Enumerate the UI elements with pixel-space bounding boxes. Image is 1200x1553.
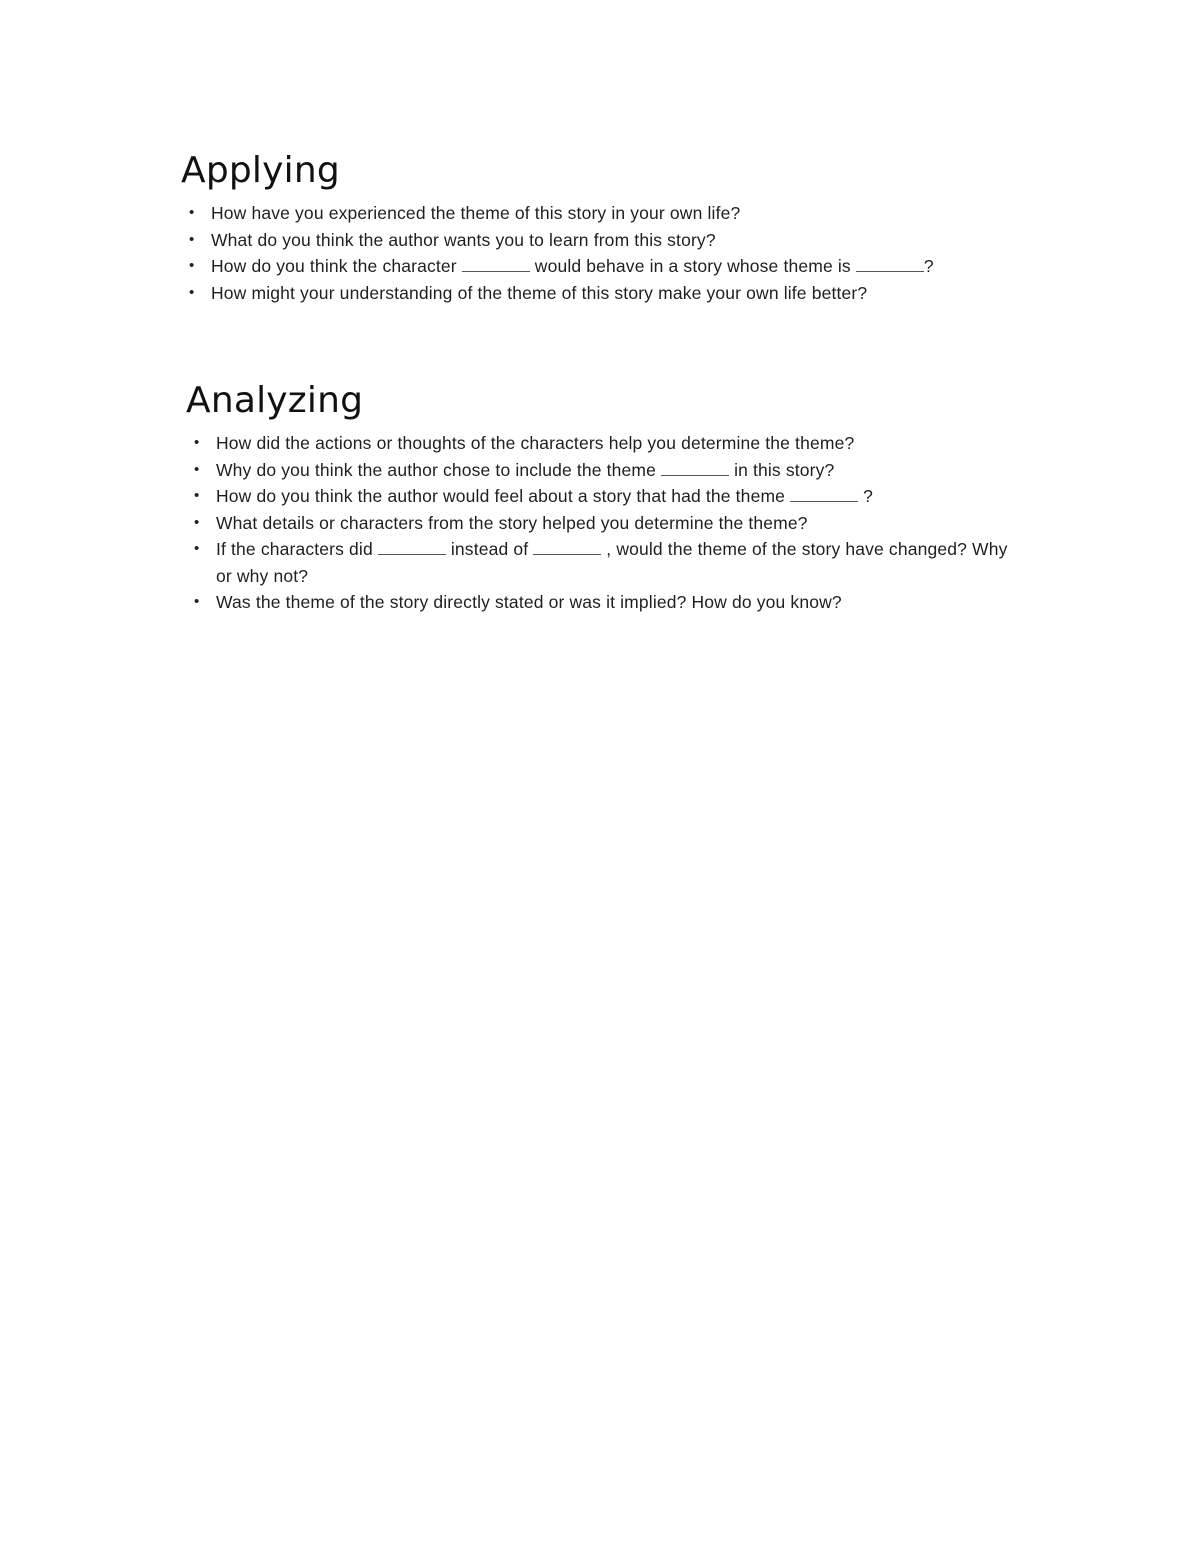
question-text: How do you think the author would feel about a story that had the theme — [216, 486, 786, 506]
question-text: How do you think the character — [211, 256, 457, 276]
list-item — [189, 280, 1021, 307]
bullet-icon: • — [194, 593, 200, 610]
question-text: ? — [863, 486, 873, 506]
question-text: instead of — [450, 539, 529, 559]
question-text: ? — [923, 256, 934, 276]
question-text: would behave in a story whose theme is — [534, 256, 851, 276]
blank-line — [378, 538, 446, 555]
question-text: , would the theme of the story have changed? Why or why not? — [216, 539, 1008, 586]
question-text: Was the theme of the story directly stated or was it implied? How do you know? — [216, 592, 842, 612]
bullet-icon: • — [194, 487, 200, 504]
bullet-icon: • — [189, 283, 195, 301]
question-text: What do you think the author wants you to learn from this story? — [211, 229, 716, 250]
section-heading: Analyzing — [186, 380, 364, 421]
list-item — [194, 536, 1026, 589]
blank-line — [462, 255, 530, 272]
list-item — [194, 510, 1026, 537]
bullet-icon: • — [194, 513, 200, 531]
list-item — [194, 430, 1026, 457]
question-text: Why do you think the author chose to include the theme — [216, 459, 657, 480]
blank-line — [790, 485, 858, 502]
section-applying — [181, 148, 1021, 306]
question-text: How might your understanding of the theme of this story make your own life better? — [211, 282, 868, 303]
list-item — [194, 457, 1026, 484]
question-text: How did the actions or thoughts of the characters help you determine the theme? — [216, 433, 855, 453]
bullet-icon: • — [189, 230, 195, 248]
bullet-icon: • — [194, 460, 200, 478]
blank-line — [856, 255, 924, 272]
list-item — [194, 589, 1026, 616]
bullet-icon: • — [194, 540, 200, 557]
question-text: How have you experienced the theme of this story in your own life? — [211, 203, 741, 223]
section-heading: Applying — [181, 150, 340, 191]
question-list — [186, 430, 1026, 616]
bullet-icon: • — [189, 257, 195, 274]
list-item — [189, 200, 1021, 227]
blank-line — [533, 538, 601, 555]
list-item — [194, 483, 1026, 510]
question-text: If the characters did — [216, 539, 373, 559]
question-list — [181, 200, 1021, 306]
bullet-icon: • — [194, 434, 200, 451]
bullet-icon: • — [189, 204, 195, 221]
blank-line — [661, 459, 729, 476]
question-text: What details or characters from the story helped you determine the theme? — [216, 512, 808, 533]
list-item — [189, 227, 1021, 254]
question-text: in this story? — [734, 459, 835, 480]
list-item — [189, 253, 1021, 280]
section-analyzing — [186, 378, 1026, 616]
